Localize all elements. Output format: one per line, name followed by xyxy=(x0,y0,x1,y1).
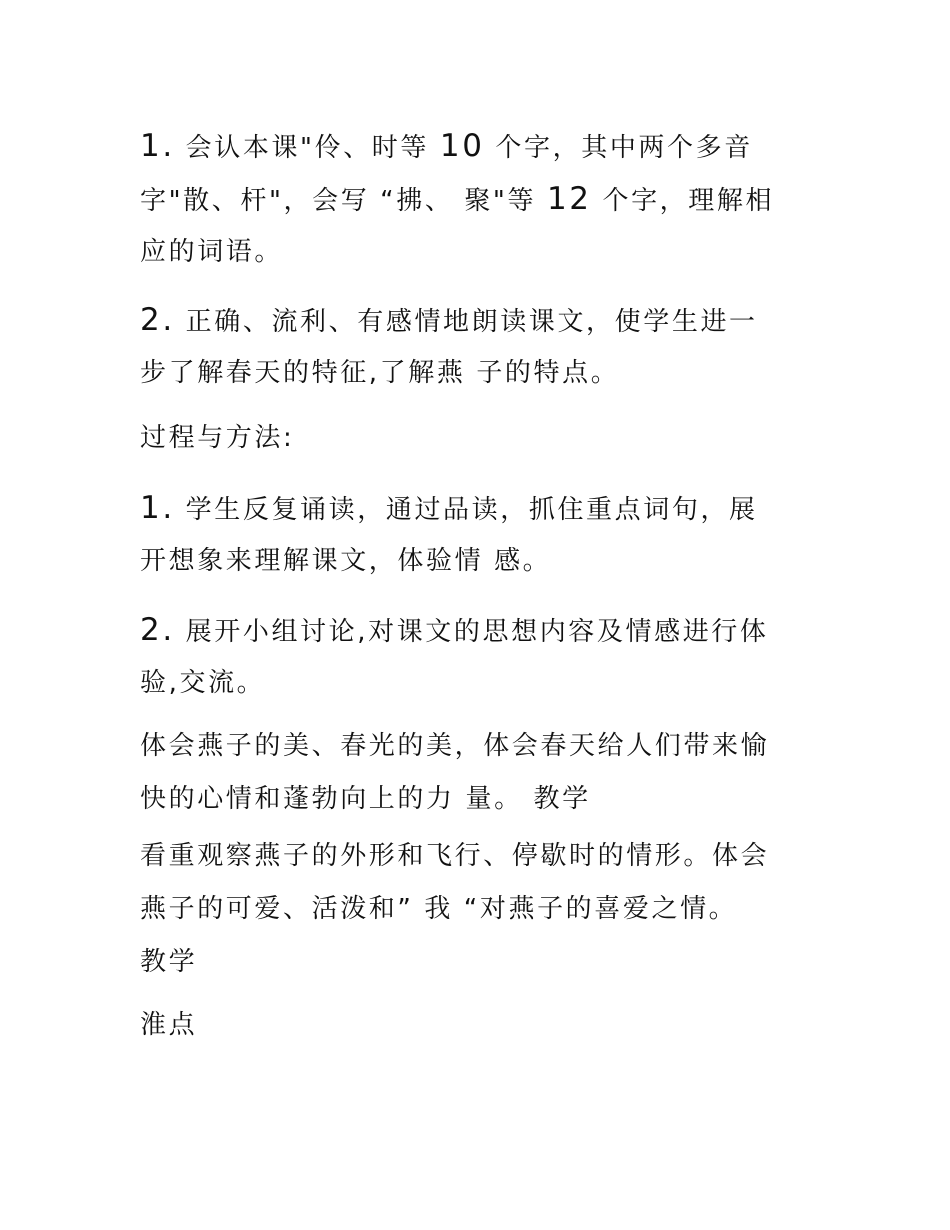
list-number: 2. xyxy=(140,612,175,648)
line-text: 验,交流。 xyxy=(140,668,266,698)
line-text: 学生反复诵读，通过品读，抓住重点词句，展 xyxy=(174,495,758,525)
text-line xyxy=(140,173,820,226)
line-text: 快的心情和蓬勃向上的力 量。 教学 xyxy=(140,784,591,814)
paragraph-objective-1 xyxy=(140,120,820,279)
line-text: 淮点 xyxy=(140,1010,198,1040)
inline-number: 10 xyxy=(439,128,485,164)
inline-number: 12 xyxy=(546,181,592,217)
paragraph-focus xyxy=(140,830,820,936)
line-text: 步了解春天的特征,了解燕 子的特点。 xyxy=(140,358,620,388)
text-line xyxy=(140,720,820,773)
paragraph-objective-2 xyxy=(140,294,820,400)
line-text: 个字，其中两个多音 xyxy=(495,133,753,163)
text-line xyxy=(140,294,820,347)
list-number: 2. xyxy=(140,302,175,338)
line-text: 应的词语。 xyxy=(140,237,284,267)
text-line xyxy=(140,999,820,1052)
line-text: 展开小组讨论,对课文的思想内容及情感进行体 xyxy=(174,617,769,647)
paragraph-emotion xyxy=(140,720,820,826)
line-text: 过程与方法: xyxy=(140,423,295,453)
text-line xyxy=(140,883,820,936)
text-line xyxy=(140,604,820,657)
section-heading-process xyxy=(140,412,820,465)
line-text: 正确、流利、有感情地朗读课文，使学生进一 xyxy=(174,307,758,337)
line-text: 会认本课"伶、时等 xyxy=(174,133,430,163)
line-text: 体会燕子的美、春光的美，体会春天给人们带来愉 xyxy=(140,731,770,761)
text-line xyxy=(140,535,820,588)
paragraph-process-2 xyxy=(140,604,820,710)
line-text: 燕子的可爱、活泼和” 我 “对燕子的喜爱之情。 xyxy=(140,894,738,924)
text-line xyxy=(140,773,820,826)
list-number: 1. xyxy=(140,128,175,164)
line-text: 看重观察燕子的外形和飞行、停歇时的情形。体会 xyxy=(140,841,770,871)
text-line xyxy=(140,412,820,465)
label-teaching xyxy=(140,936,820,989)
text-line xyxy=(140,226,820,279)
text-line xyxy=(140,936,820,989)
text-line xyxy=(140,657,820,710)
line-text: 字"散、杆"，会写 “拂、 聚"等 xyxy=(140,186,537,216)
text-line xyxy=(140,830,820,883)
line-text: 开想象来理解课文，体验情 感。 xyxy=(140,546,552,576)
line-text: 个字，理解相 xyxy=(602,186,775,216)
text-line xyxy=(140,482,820,535)
label-difficulty xyxy=(140,999,820,1052)
paragraph-process-1 xyxy=(140,482,820,588)
line-text: 教学 xyxy=(140,947,198,977)
text-line xyxy=(140,347,820,400)
list-number: 1. xyxy=(140,490,175,526)
text-line xyxy=(140,120,820,173)
